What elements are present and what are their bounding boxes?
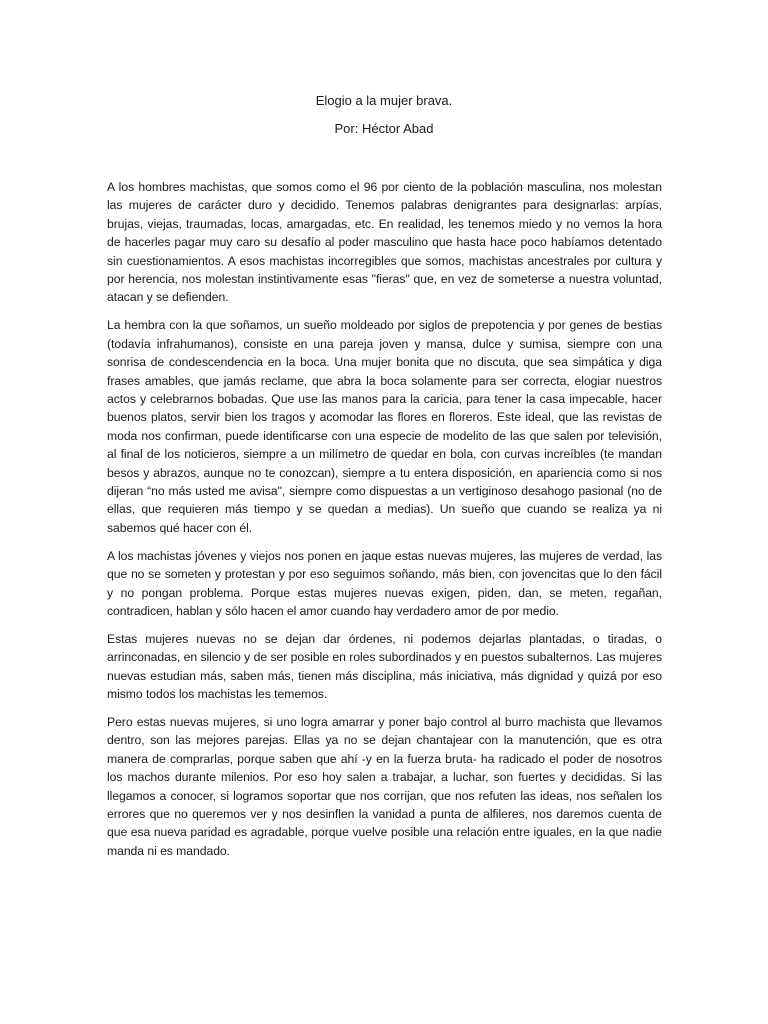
document-title: Elogio a la mujer brava. bbox=[315, 93, 453, 108]
paragraph: A los machistas jóvenes y viejos nos ponen en jaque estas nuevas mujeres, las mujeres de verdad, las que no se someten y protestan y por eso seguimos soñando, más bien, con jovencitas que lo den fácil y no pongan problema. Porque estas mujeres nuevas exigen, piden, dan, se meten, regañan, contradicen, hablan y sólo hacen el amor cuando hay verdadero amor de por medio. bbox=[107, 548, 662, 618]
paragraph: La hembra con la que soñamos, un sueño moldeado por siglos de prepotencia y por genes de bestias (todavía infrahumanos), consiste en una pareja joven y mansa, dulce y sumisa, siempre con una sonrisa de condescendencia en la boca. Una mujer bonita que no discuta, que sea simpática y diga frases amables, que jamás reclame, que abra la boca solamente para ser correcta, elogiar nuestros actos y celebrarnos bobadas. Que use las manos para la caricia, para tener la casa impecable, hacer buenos platos, servir bien los tragos y acomodar las flores en floreros. Este ideal, que las revistas de moda nos confirman, puede identificarse con una especie de modelito de las que salen por televisión, al final de los noticieros, siempre a un milímetro de quedar en bola, con curvas increíbles (te mandan besos y abrazos, aunque no te conozcan), siempre a tu entera disposición, en apariencia como si nos dijeran “no más usted me avisa", siempre como dispuestas a un vertiginoso desahogo pasional (no de ellas, que requieren más tiempo y se quedan a medias). Un sueño que cuando se realiza ya ni sabemos qué hacer con él. bbox=[107, 318, 662, 535]
document-author: Por: Héctor Abad bbox=[334, 121, 434, 136]
paragraph: Estas mujeres nuevas no se dejan dar órdenes, ni podemos dejarlas plantadas, o tiradas, o arrinconadas, en silencio y de ser posible en roles subordinados y en puestos subalternos. Las mujeres nuevas estudian más, saben más, tienen más disciplina, más iniciativa, más dignidad y quizá por eso mismo todos los machistas les tememos. bbox=[107, 631, 662, 702]
document-body bbox=[107, 178, 662, 870]
paragraph: Pero estas nuevas mujeres, si uno logra amarrar y poner bajo control al burro machista que llevamos dentro, son las mejores parejas. Ellas ya no se dejan chantajear con la manutención, que es otra manera de comprarlas, porque saben que ahí -y en la fuerza bruta- ha radicado el poder de nosotros los machos durante milenios. Por eso hoy salen a trabajar, a luchar, son fuertes y decididas. Si las llegamos a conocer, si logramos soportar que nos corrijan, que nos refuten las ideas, nos señalen los errores que no queremos ver y nos desinflen la vanidad a punta de alfileres, nos daremos cuenta de que esa nueva paridad es agradable, porque vuelve posible una relación entre iguales, en la que nadie manda ni es mandado. bbox=[107, 714, 662, 858]
paragraph: A los hombres machistas, que somos como el 96 por ciento de la población masculina, nos molestan las mujeres de carácter duro y decidido. Tenemos palabras denigrantes para designarlas: arpías, brujas, viejas, traumadas, locas, amargadas, etc. En realidad, les tenemos miedo y no vemos la hora de hacerles pagar muy caro su desafío al poder masculino que hasta hace poco habíamos detentado sin cuestionamientos. A esos machistas incorregibles que somos, machistas ancestrales por cultura y por herencia, nos molestan instintivamente esas "fieras" que, en vez de someterse a nuestra voluntad, atacan y se defienden. bbox=[107, 180, 662, 305]
